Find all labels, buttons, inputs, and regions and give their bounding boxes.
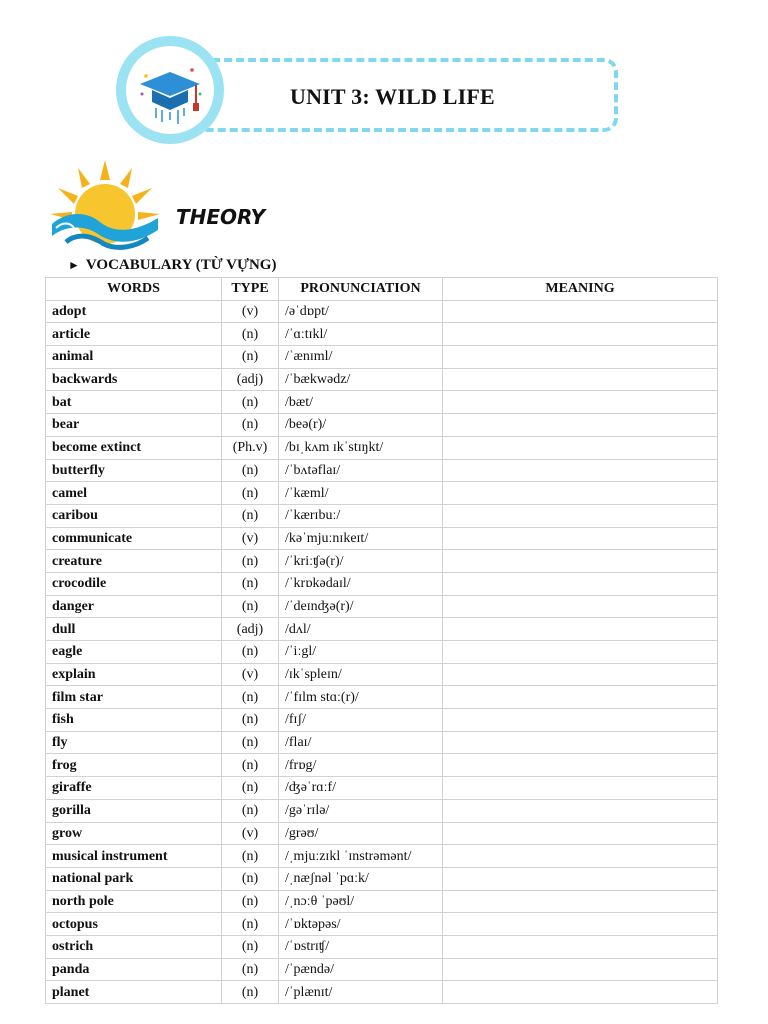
type-cell: (n) xyxy=(222,845,279,868)
table-row xyxy=(46,663,718,686)
word-cell: bear xyxy=(46,414,222,437)
meaning-cell xyxy=(443,618,718,641)
theory-heading: THEORY xyxy=(176,205,266,229)
type-cell: (v) xyxy=(222,527,279,550)
meaning-cell xyxy=(443,845,718,868)
meaning-cell xyxy=(443,641,718,664)
pronunciation-cell: /fɪʃ/ xyxy=(279,709,443,732)
table-row xyxy=(46,368,718,391)
pronunciation-cell: /grəʊ/ xyxy=(279,822,443,845)
pronunciation-cell: /gəˈrɪlə/ xyxy=(279,799,443,822)
table-row xyxy=(46,890,718,913)
column-header-type: TYPE xyxy=(222,278,279,301)
word-cell: camel xyxy=(46,482,222,505)
pronunciation-cell: /ˈplænɪt/ xyxy=(279,981,443,1004)
table-row xyxy=(46,845,718,868)
pronunciation-cell: /ˈkrɒkədaɪl/ xyxy=(279,572,443,595)
pronunciation-cell: /ˈɑːtɪkl/ xyxy=(279,323,443,346)
pronunciation-cell: /ˈænɪml/ xyxy=(279,346,443,369)
pronunciation-cell: /bɪˌkʌm ɪkˈstɪŋkt/ xyxy=(279,436,443,459)
table-row xyxy=(46,527,718,550)
word-cell: butterfly xyxy=(46,459,222,482)
word-cell: film star xyxy=(46,686,222,709)
sun-wave-icon xyxy=(48,158,162,250)
vocabulary-heading xyxy=(68,257,276,274)
type-cell: (v) xyxy=(222,822,279,845)
pronunciation-cell: /ˌmjuːzɪkl ˈɪnstrəmənt/ xyxy=(279,845,443,868)
table-row xyxy=(46,482,718,505)
pronunciation-cell: /ˈɒktəpəs/ xyxy=(279,913,443,936)
pronunciation-cell: /ˈdeɪnʤə(r)/ xyxy=(279,595,443,618)
meaning-cell xyxy=(443,709,718,732)
type-cell: (n) xyxy=(222,799,279,822)
type-cell: (n) xyxy=(222,346,279,369)
type-cell: (n) xyxy=(222,731,279,754)
pronunciation-cell: /beə(r)/ xyxy=(279,414,443,437)
type-cell: (n) xyxy=(222,913,279,936)
unit-title: UNIT 3: WILD LIFE xyxy=(290,84,495,109)
type-cell: (n) xyxy=(222,550,279,573)
table-row xyxy=(46,504,718,527)
pronunciation-cell: /ˈfɪlm stɑː(r)/ xyxy=(279,686,443,709)
graduation-cap-icon xyxy=(126,46,214,134)
meaning-cell xyxy=(443,391,718,414)
meaning-cell xyxy=(443,799,718,822)
type-cell: (adj) xyxy=(222,368,279,391)
word-cell: article xyxy=(46,323,222,346)
type-cell: (n) xyxy=(222,709,279,732)
word-cell: crocodile xyxy=(46,572,222,595)
table-row xyxy=(46,958,718,981)
pronunciation-cell: /ˈbækwədz/ xyxy=(279,368,443,391)
pronunciation-cell: /frɒg/ xyxy=(279,754,443,777)
table-row xyxy=(46,436,718,459)
table-row xyxy=(46,300,718,323)
table-row xyxy=(46,641,718,664)
meaning-cell xyxy=(443,346,718,369)
table-row xyxy=(46,346,718,369)
word-cell: giraffe xyxy=(46,777,222,800)
meaning-cell xyxy=(443,482,718,505)
meaning-cell xyxy=(443,414,718,437)
table-row xyxy=(46,754,718,777)
type-cell: (n) xyxy=(222,323,279,346)
pronunciation-cell: /ɪkˈspleɪn/ xyxy=(279,663,443,686)
word-cell: gorilla xyxy=(46,799,222,822)
meaning-cell xyxy=(443,572,718,595)
type-cell: (n) xyxy=(222,754,279,777)
meaning-cell xyxy=(443,777,718,800)
meaning-cell xyxy=(443,323,718,346)
vocabulary-heading-text: VOCABULARY (TỪ VỰNG) xyxy=(85,257,277,273)
table-row xyxy=(46,618,718,641)
type-cell: (n) xyxy=(222,935,279,958)
table-row xyxy=(46,595,718,618)
table-row xyxy=(46,731,718,754)
word-cell: backwards xyxy=(46,368,222,391)
meaning-cell xyxy=(443,913,718,936)
meaning-cell xyxy=(443,981,718,1004)
type-cell: (n) xyxy=(222,641,279,664)
word-cell: panda xyxy=(46,958,222,981)
pronunciation-cell: /ˈpændə/ xyxy=(279,958,443,981)
table-row xyxy=(46,686,718,709)
meaning-cell xyxy=(443,867,718,890)
vocabulary-table xyxy=(45,277,718,1004)
type-cell: (n) xyxy=(222,572,279,595)
pronunciation-cell: /ˈɒstrɪʧ/ xyxy=(279,935,443,958)
type-cell: (n) xyxy=(222,777,279,800)
word-cell: ostrich xyxy=(46,935,222,958)
meaning-cell xyxy=(443,527,718,550)
table-row xyxy=(46,913,718,936)
meaning-cell xyxy=(443,368,718,391)
column-header-meaning: MEANING xyxy=(443,278,718,301)
table-row xyxy=(46,867,718,890)
table-row xyxy=(46,572,718,595)
table-row xyxy=(46,935,718,958)
pronunciation-cell: /əˈdɒpt/ xyxy=(279,300,443,323)
pronunciation-cell: /ʤəˈrɑːf/ xyxy=(279,777,443,800)
type-cell: (n) xyxy=(222,504,279,527)
table-row xyxy=(46,414,718,437)
title-banner xyxy=(116,36,626,144)
meaning-cell xyxy=(443,958,718,981)
word-cell: grow xyxy=(46,822,222,845)
title-banner-badge xyxy=(116,36,224,144)
type-cell: (v) xyxy=(222,663,279,686)
meaning-cell xyxy=(443,686,718,709)
word-cell: fly xyxy=(46,731,222,754)
word-cell: planet xyxy=(46,981,222,1004)
word-cell: creature xyxy=(46,550,222,573)
word-cell: octopus xyxy=(46,913,222,936)
meaning-cell xyxy=(443,436,718,459)
triangle-bullet-icon: ► xyxy=(68,258,80,272)
type-cell: (n) xyxy=(222,981,279,1004)
word-cell: north pole xyxy=(46,890,222,913)
word-cell: national park xyxy=(46,867,222,890)
type-cell: (n) xyxy=(222,459,279,482)
meaning-cell xyxy=(443,300,718,323)
meaning-cell xyxy=(443,890,718,913)
word-cell: fish xyxy=(46,709,222,732)
meaning-cell xyxy=(443,663,718,686)
word-cell: bat xyxy=(46,391,222,414)
column-header-words: WORDS xyxy=(46,278,222,301)
pronunciation-cell: /ˈkriːʧə(r)/ xyxy=(279,550,443,573)
word-cell: caribou xyxy=(46,504,222,527)
table-row xyxy=(46,391,718,414)
table-row xyxy=(46,822,718,845)
type-cell: (v) xyxy=(222,300,279,323)
meaning-cell xyxy=(443,935,718,958)
table-row xyxy=(46,981,718,1004)
word-cell: communicate xyxy=(46,527,222,550)
meaning-cell xyxy=(443,595,718,618)
pronunciation-cell: /ˌnɔːθ ˈpəʊl/ xyxy=(279,890,443,913)
column-header-pronunciation: PRONUNCIATION xyxy=(279,278,443,301)
table-row xyxy=(46,799,718,822)
pronunciation-cell: /ˈkærɪbuː/ xyxy=(279,504,443,527)
word-cell: frog xyxy=(46,754,222,777)
type-cell: (n) xyxy=(222,686,279,709)
meaning-cell xyxy=(443,754,718,777)
type-cell: (n) xyxy=(222,414,279,437)
word-cell: musical instrument xyxy=(46,845,222,868)
table-row xyxy=(46,459,718,482)
meaning-cell xyxy=(443,822,718,845)
type-cell: (n) xyxy=(222,867,279,890)
meaning-cell xyxy=(443,504,718,527)
word-cell: danger xyxy=(46,595,222,618)
pronunciation-cell: /ˈbʌtəflaɪ/ xyxy=(279,459,443,482)
word-cell: dull xyxy=(46,618,222,641)
meaning-cell xyxy=(443,550,718,573)
word-cell: eagle xyxy=(46,641,222,664)
type-cell: (n) xyxy=(222,890,279,913)
vocabulary-table-body xyxy=(46,300,718,1003)
type-cell: (n) xyxy=(222,391,279,414)
table-row xyxy=(46,550,718,573)
table-row xyxy=(46,323,718,346)
type-cell: (adj) xyxy=(222,618,279,641)
type-cell: (n) xyxy=(222,958,279,981)
pronunciation-cell: /dʌl/ xyxy=(279,618,443,641)
pronunciation-cell: /ˈiːgl/ xyxy=(279,641,443,664)
pronunciation-cell: /kəˈmjuːnɪkeɪt/ xyxy=(279,527,443,550)
meaning-cell xyxy=(443,731,718,754)
word-cell: become extinct xyxy=(46,436,222,459)
pronunciation-cell: /flaɪ/ xyxy=(279,731,443,754)
table-row xyxy=(46,709,718,732)
word-cell: explain xyxy=(46,663,222,686)
table-row xyxy=(46,777,718,800)
pronunciation-cell: /bæt/ xyxy=(279,391,443,414)
type-cell: (n) xyxy=(222,482,279,505)
meaning-cell xyxy=(443,459,718,482)
pronunciation-cell: /ˌnæʃnəl ˈpɑːk/ xyxy=(279,867,443,890)
type-cell: (n) xyxy=(222,595,279,618)
word-cell: animal xyxy=(46,346,222,369)
table-header-row xyxy=(46,278,718,301)
pronunciation-cell: /ˈkæml/ xyxy=(279,482,443,505)
type-cell: (Ph.v) xyxy=(222,436,279,459)
word-cell: adopt xyxy=(46,300,222,323)
